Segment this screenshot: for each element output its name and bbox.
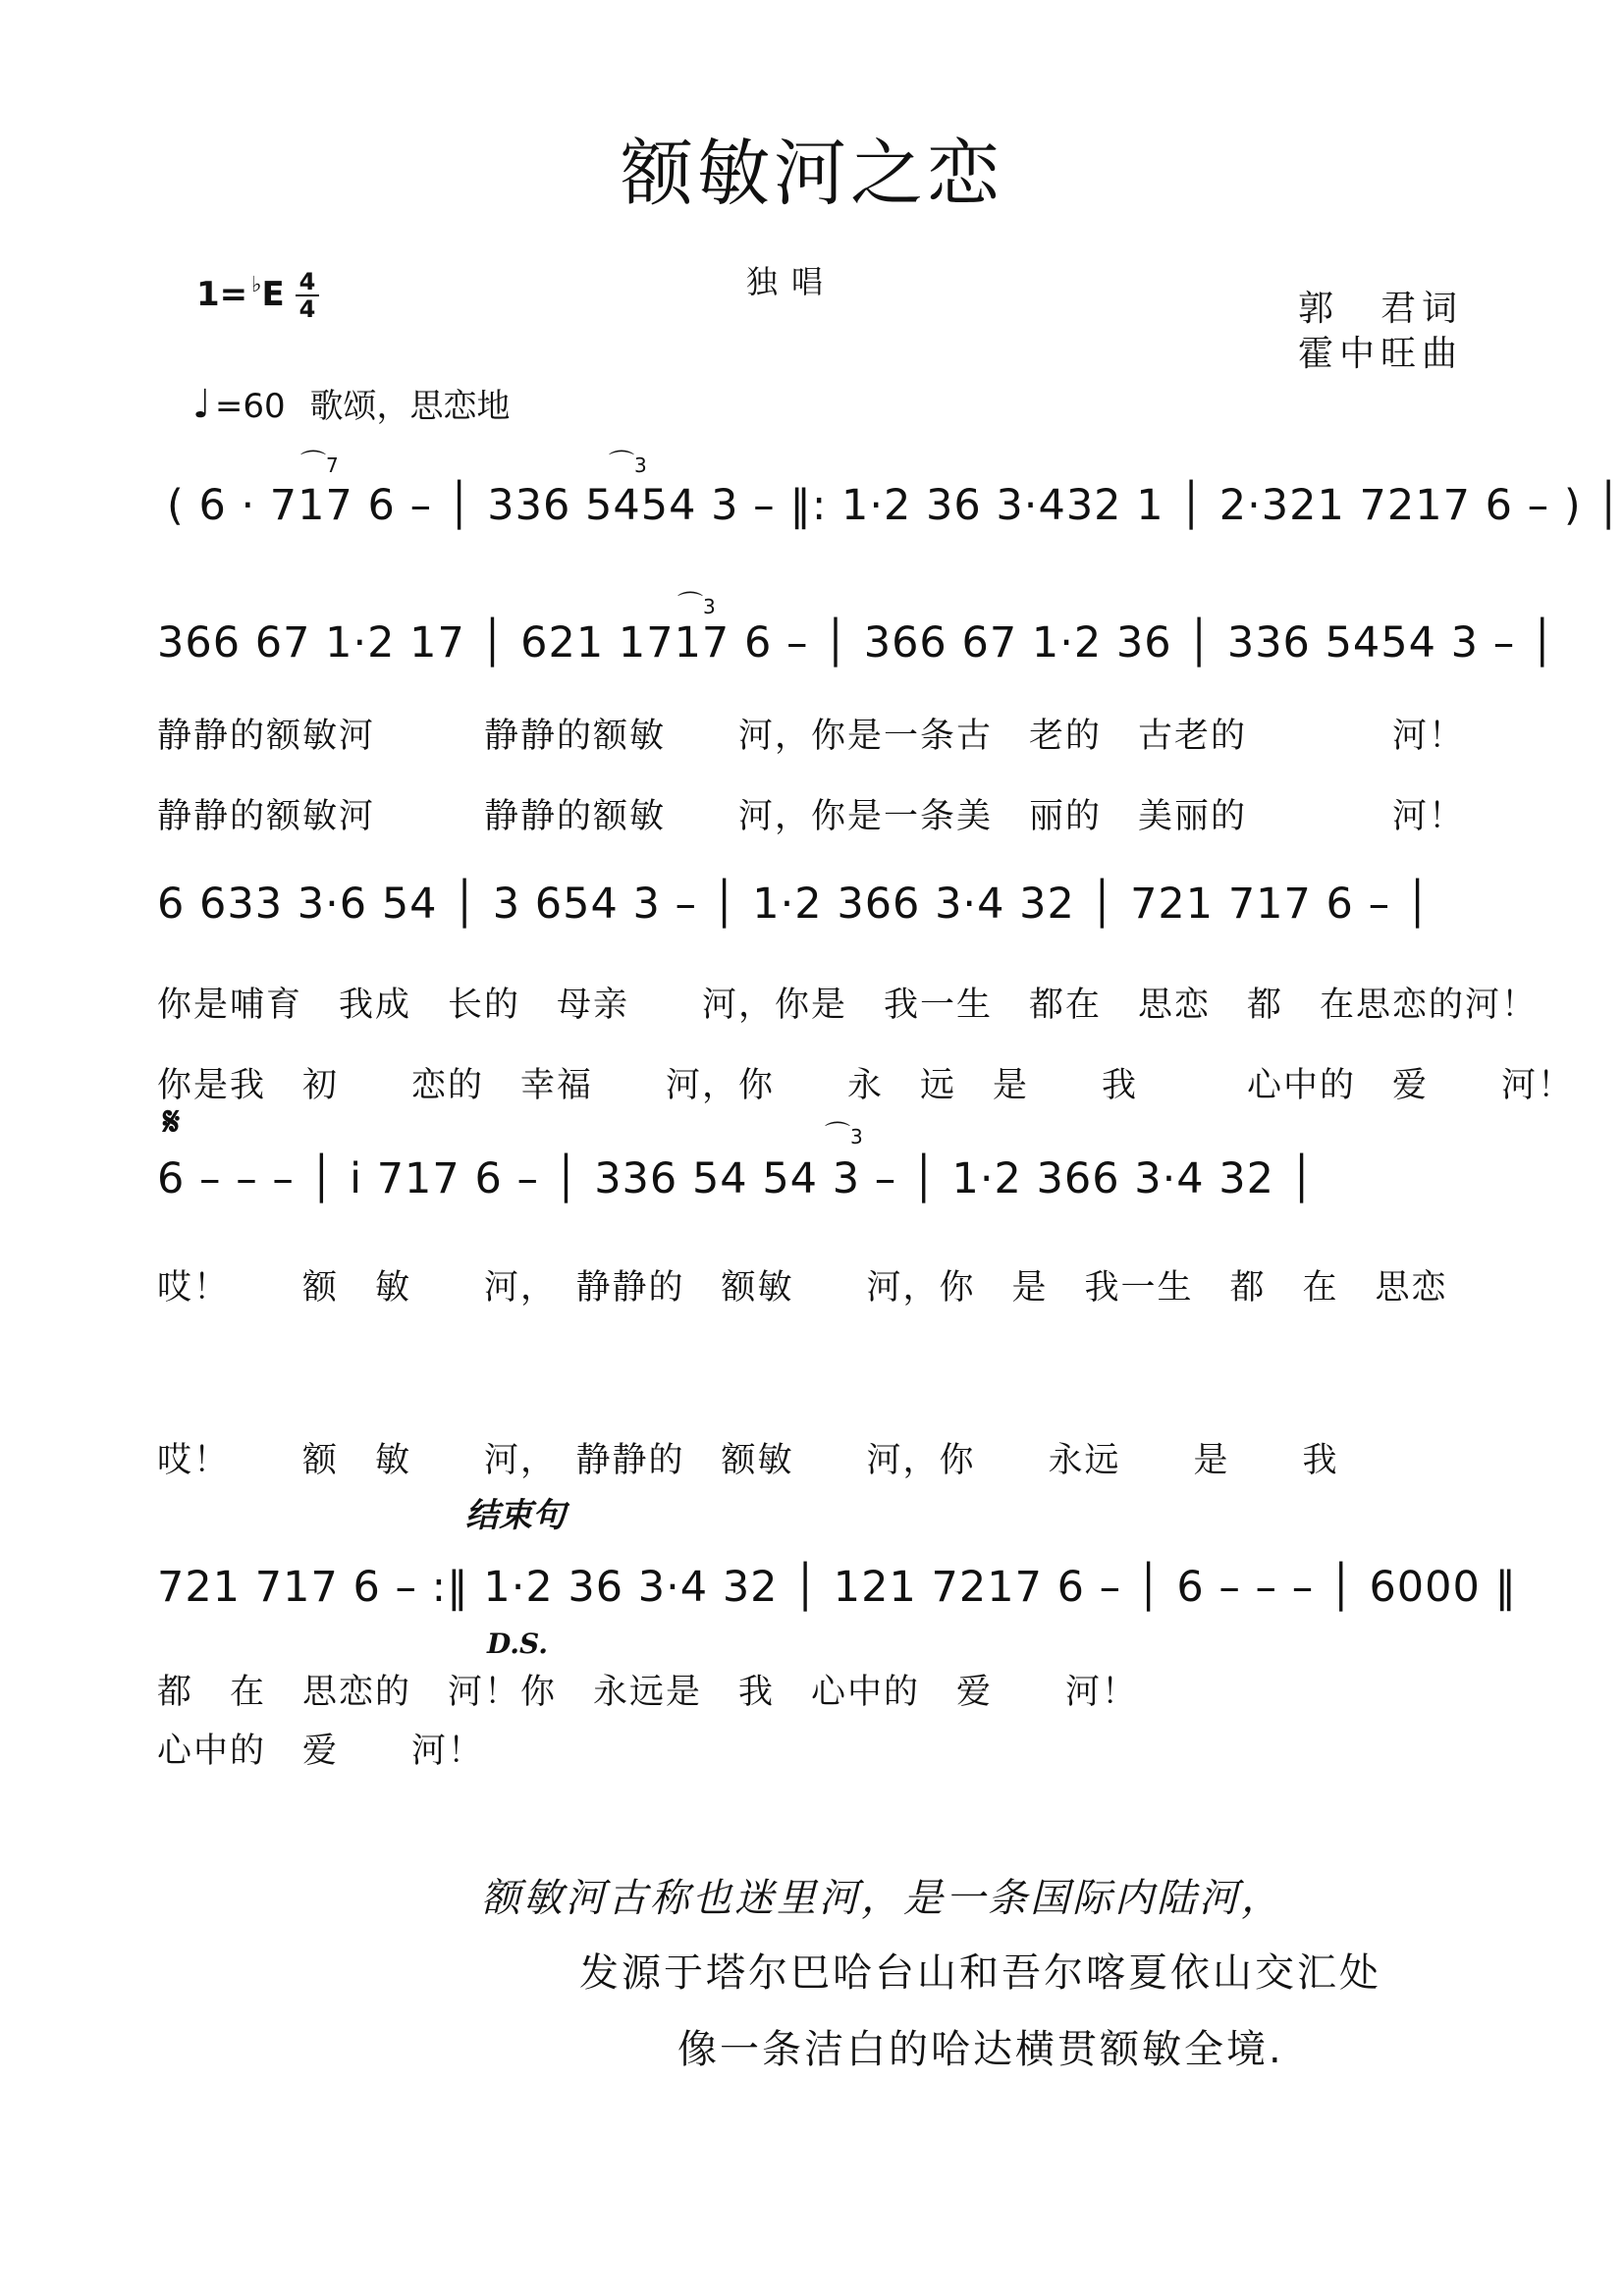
note-line-1: 额敏河古称也迷里河，是一条国际内陆河， (481, 1876, 1283, 1921)
staff-line-5: 721 717 6 – :‖ 1·2 36 3·4 32 │ 121 7217 6 – │ 6 – – – │ 6000 ‖ (157, 1563, 1518, 1612)
performance-style: 独唱 (746, 263, 838, 300)
lyric-line-2: 静静的额敏河 静静的额敏 河，你是一条美 丽的 美丽的 河！ (157, 797, 1466, 836)
ending-lyric: 你 永远是 我 心中的 爱 河！ (520, 1673, 1139, 1712)
composer-credit: 霍中旺曲 (1298, 334, 1464, 374)
triplet-number: 3 (703, 595, 716, 618)
triplet-number: 3 (850, 1125, 863, 1148)
lyric-line-8: 心中的 爱 河！ (157, 1732, 485, 1771)
lyric-line-5: 哎！ 额 敏 河， 静静的 额敏 河，你 是 我一生 都 在 思恋 (157, 1268, 1448, 1308)
note-line-3: 像一条洁白的哈达横贯额敏全境. (677, 2027, 1284, 2072)
note-line-2: 发源于塔尔巴哈台山和吾尔喀夏依山交汇处 (579, 1950, 1381, 1996)
tempo-value: =60 (214, 387, 286, 426)
song-title: 额敏河之恋 (621, 132, 1003, 216)
septuplet-mark: ⌒7 (300, 450, 339, 479)
septuplet-number: 7 (326, 454, 339, 477)
key-label: 1= (196, 275, 248, 314)
lyric-line-3: 你是哺育 我成 长的 母亲 河，你是 我一生 都在 思恋 都 在思恋的河！ (157, 986, 1539, 1025)
coda-label: 结束句 (465, 1496, 566, 1535)
staff-line-3: 6 633 3·6 54 │ 3 654 3 – │ 1·2 366 3·4 32 │ 721 717 6 – │ (157, 880, 1432, 929)
expression-text: 歌颂，思恋地 (309, 387, 511, 426)
tempo-marking (192, 379, 510, 427)
triplet-mark-2: ⌒3 (677, 591, 716, 620)
lyric-line-1: 静静的额敏河 静静的额敏 河，你是一条古 老的 古老的 河！ (157, 717, 1466, 756)
quarter-note-icon: ♩ (192, 382, 211, 427)
staff-line-1: ( 6 · 717 6 – │ 336 5454 3 – ‖: 1·2 36 3·432 1 │ 2·321 7217 6 – ) │ (167, 481, 1623, 530)
triplet-number: 3 (634, 454, 647, 477)
lyricist-credit: 郭 君词 (1298, 289, 1464, 329)
triplet-mark-3: ⌒3 (825, 1121, 863, 1150)
meter-numerator: 4 (298, 268, 316, 295)
staff-line-2: 366 67 1·2 17 │ 621 1717 6 – │ 366 67 1·2 36 │ 336 5454 3 – │ (157, 618, 1556, 667)
triplet-mark-1: ⌒3 (609, 450, 647, 479)
flat-sign: ♭ (251, 273, 262, 297)
lyric-line-4: 你是我 初 恋的 幸福 河，你 永 远 是 我 心中的 爱 河！ (157, 1066, 1575, 1105)
segno-sign: 𝄋 (163, 1099, 181, 1145)
key-signature (196, 273, 285, 314)
meter-denominator: 4 (298, 295, 316, 323)
dal-segno-mark: D.S. (487, 1628, 549, 1660)
time-signature (295, 269, 320, 322)
lyric-line-6: 哎！ 额 敏 河， 静静的 额敏 河，你 永远 是 我 (157, 1441, 1339, 1480)
staff-line-4: 6 – – – │ i 717 6 – │ 336 54 54 3 – │ 1·2 366 3·4 32 │ (157, 1154, 1316, 1203)
key-tonic: E (261, 275, 285, 314)
lyric-line-7: 都 在 思恋的 河！ (157, 1673, 521, 1712)
